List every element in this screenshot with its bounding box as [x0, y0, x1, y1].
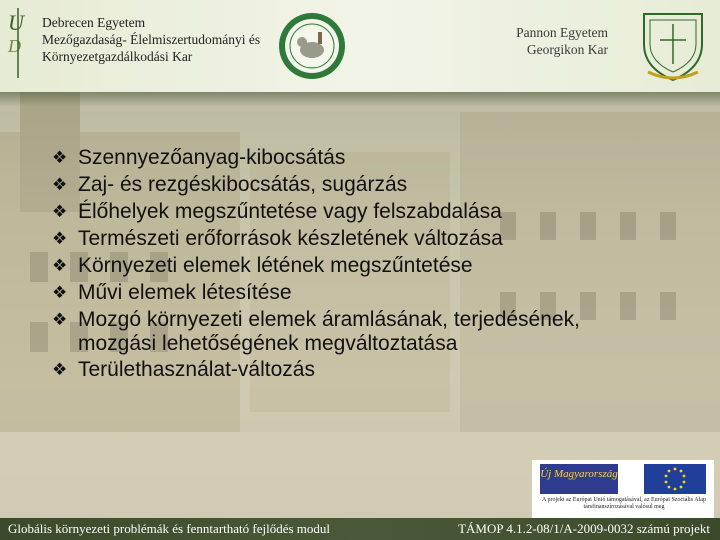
bullet-icon: ❖ [52, 256, 68, 275]
bullet-list [52, 144, 692, 383]
list-item-text: Környezeti elemek létének megszűntetése [78, 254, 473, 277]
list-item [52, 171, 692, 198]
list-item-text: Élőhelyek megszűntetése vagy felszabdalása [78, 200, 502, 223]
footer-bar [0, 518, 720, 540]
uj-magyarorszag-logo-text: Új Magyarország [540, 468, 618, 480]
list-item-text: Természeti erőforrások készletének változása [78, 227, 503, 250]
list-item [52, 225, 692, 252]
list-item-text: Zaj- és rezgéskibocsátás, sugárzás [78, 173, 408, 196]
svg-text:D: D [8, 36, 21, 56]
list-item [52, 279, 692, 306]
left-institution-line-1: Debrecen Egyetem [42, 15, 146, 30]
bullet-icon: ❖ [52, 229, 68, 248]
svg-text:U: U [8, 10, 24, 35]
footer-module-title: Globális környezeti problémák és fenntartható fejlődés modul [8, 521, 331, 536]
eu-flag-icon [644, 464, 706, 494]
list-item [52, 252, 692, 279]
bullet-icon: ❖ [52, 283, 68, 302]
right-institution-line-1: Pannon Egyetem [516, 25, 608, 40]
right-institution [500, 24, 608, 58]
university-seal-icon [278, 12, 346, 80]
list-item [52, 356, 692, 383]
left-institution-line-3: Környezetgazdálkodási Kar [42, 49, 193, 64]
list-item-text: Mozgó környezeti elemek áramlásának, terjedésének, mozgási lehetőségének megváltoztatása [78, 308, 580, 355]
list-item [52, 198, 692, 225]
left-institution [42, 14, 260, 65]
list-item-text: Területhasználat-változás [78, 358, 315, 381]
header-band [0, 0, 720, 92]
list-item [52, 144, 692, 171]
bullet-icon: ❖ [52, 175, 68, 194]
uj-magyarorszag-logo [540, 464, 618, 494]
bullet-icon: ❖ [52, 202, 68, 221]
bullet-icon: ❖ [52, 148, 68, 167]
right-institution-line-2: Georgikon Kar [526, 42, 608, 57]
ud-logo-icon [6, 8, 28, 78]
header-shadow [0, 92, 720, 106]
list-item-text: Szennyezőanyag-kibocsátás [78, 146, 346, 169]
sponsor-note: A projekt az Európai Unió támogatásával, az Európai Szociális Alap társfinanszírozásával valósul meg [542, 497, 706, 510]
georgikon-shield-icon [640, 10, 706, 82]
bullet-icon: ❖ [52, 360, 68, 379]
left-institution-line-2: Mezőgazdaság- Élelmiszertudományi és [42, 32, 261, 47]
sponsor-box [532, 460, 714, 518]
footer-project-id: TÁMOP 4.1.2-08/1/A-2009-0032 számú projekt [458, 521, 710, 536]
list-item-text: Művi elemek létesítése [78, 281, 292, 304]
bullet-icon: ❖ [52, 310, 68, 329]
list-item [52, 306, 692, 356]
